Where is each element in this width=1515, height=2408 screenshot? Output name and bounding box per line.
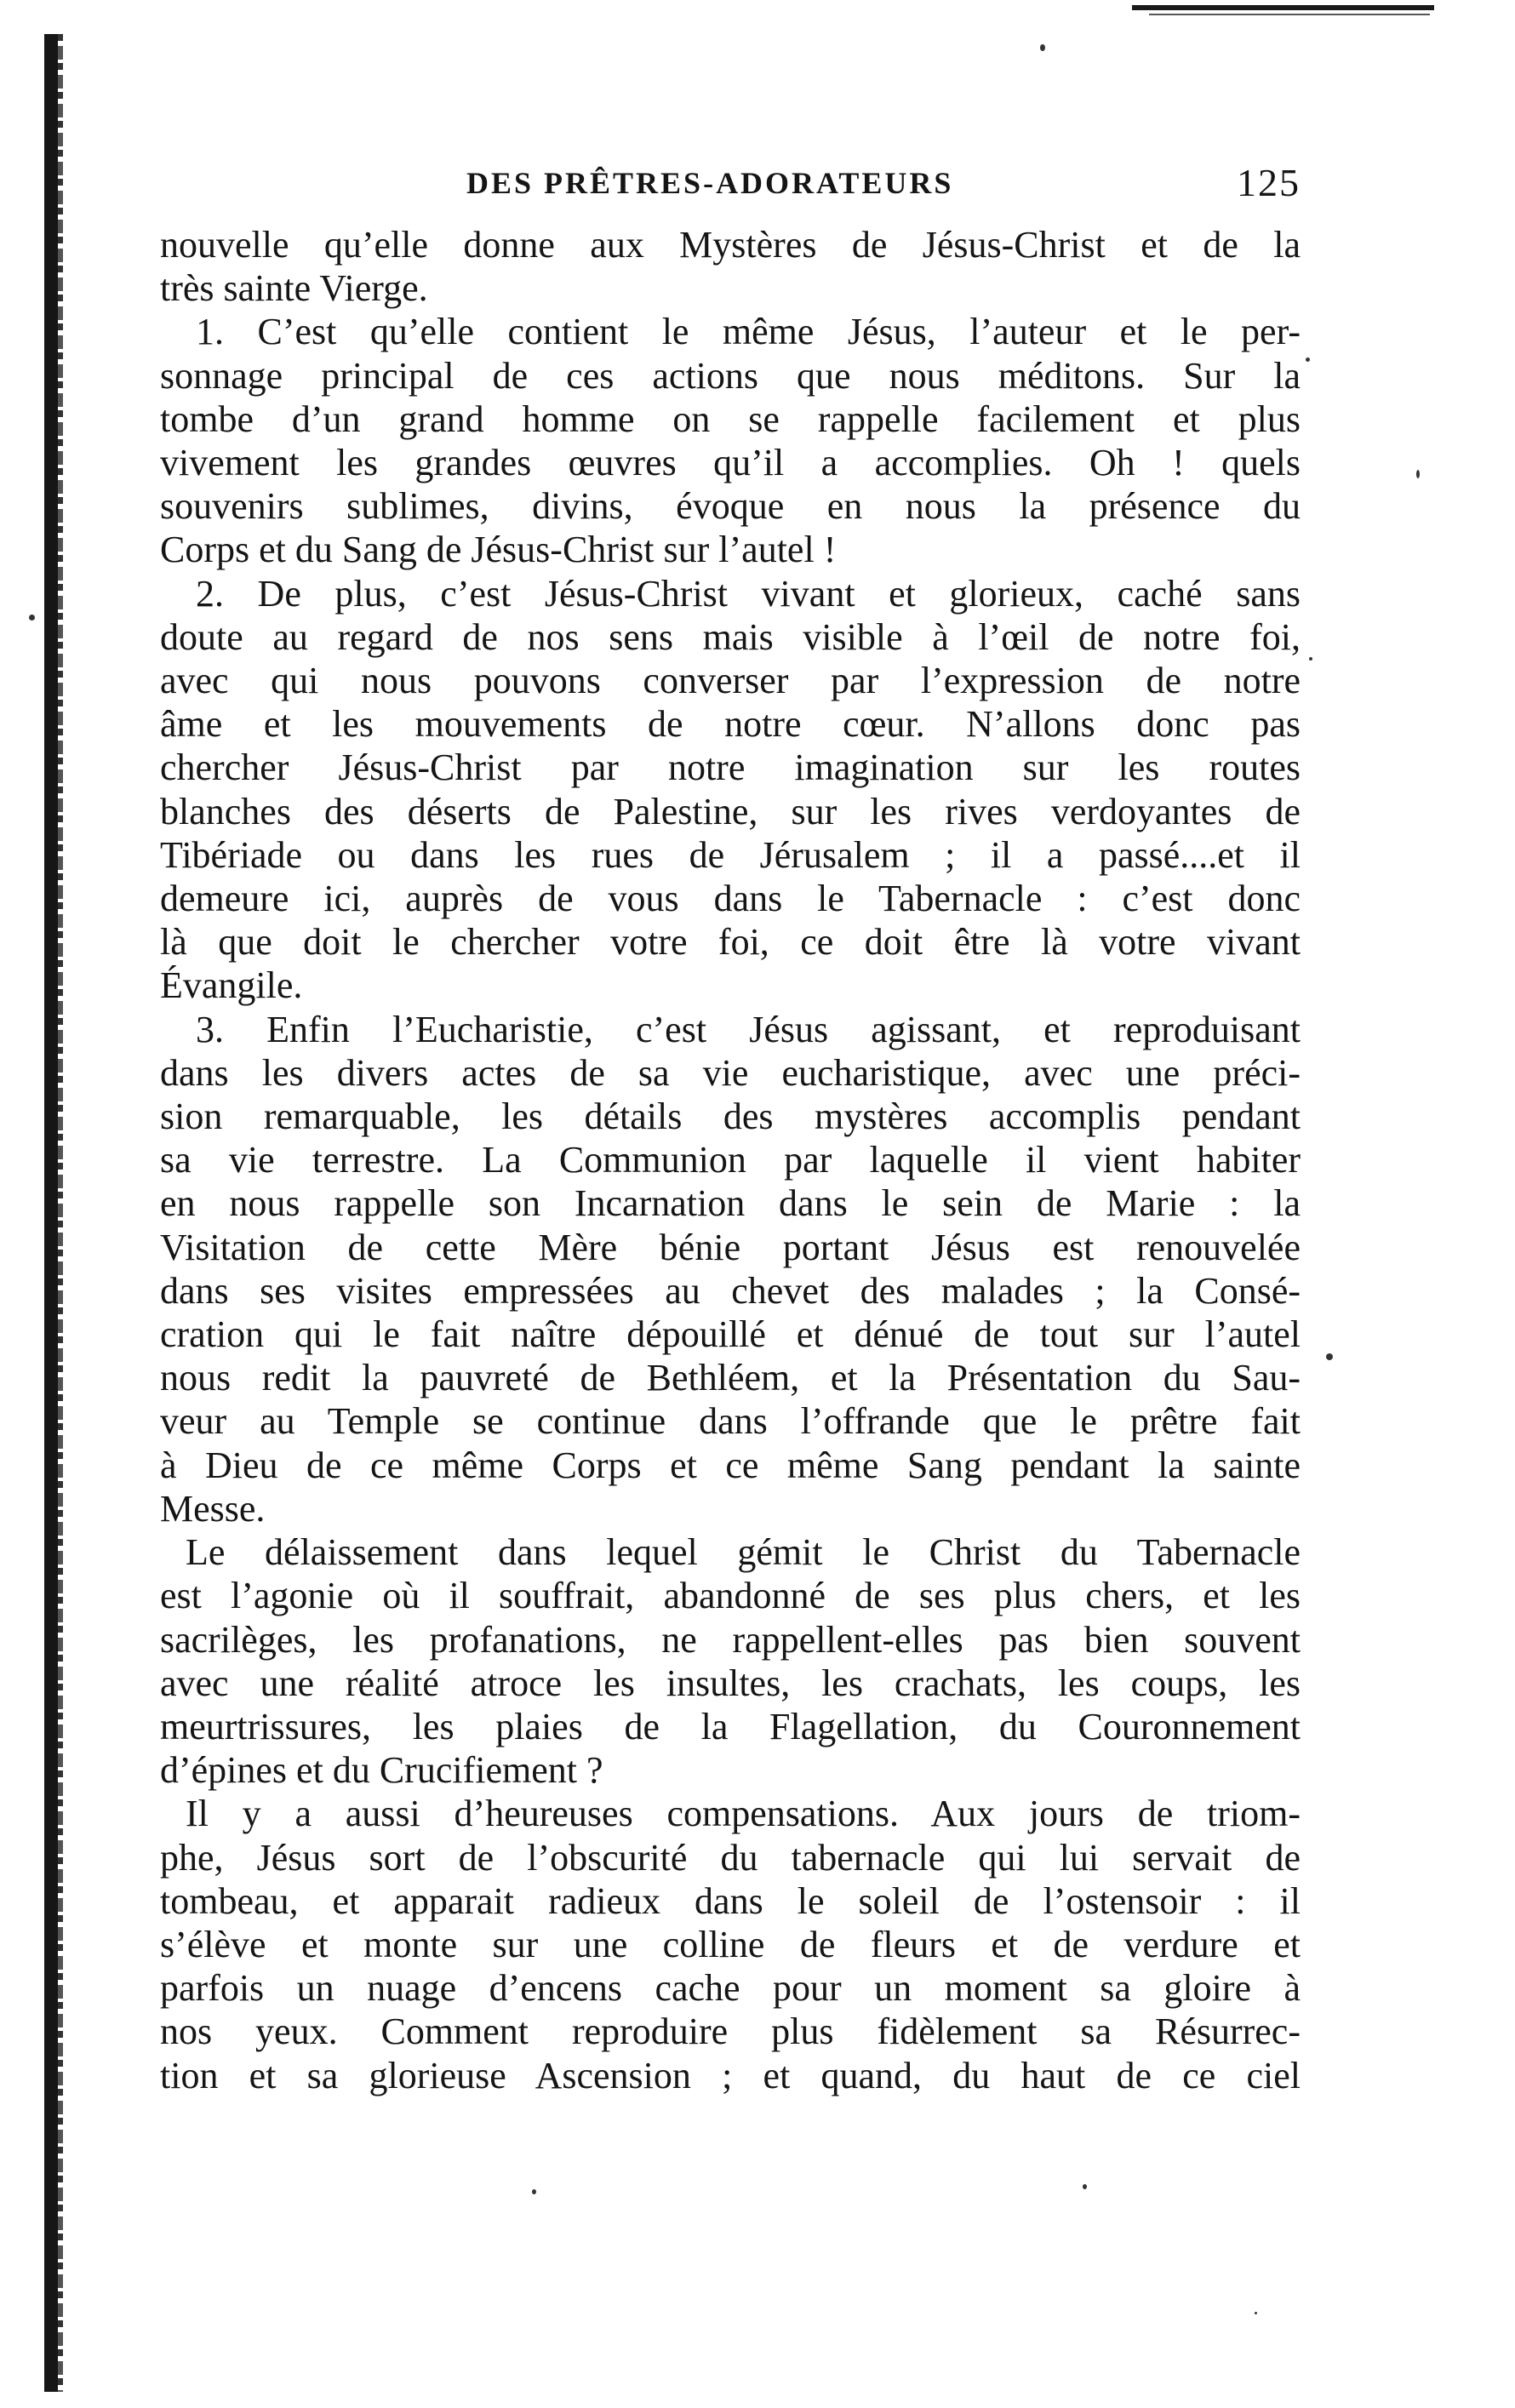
scan-speck: [1416, 470, 1420, 478]
text-line: doute au regard de nos sens mais visible à l’œil de notre foi,: [160, 615, 1301, 658]
scan-speck: [1309, 657, 1312, 661]
text-line: avec une réalité atroce les insultes, les crachats, les coups, les: [160, 1662, 1301, 1704]
text-line: 3. Enfin l’Eucharistie, c’est Jésus agissant, et reproduisant: [196, 1008, 1301, 1050]
text-line: Messe.: [160, 1487, 266, 1530]
text-line: âme et les mouvements de notre cœur. N’allons donc pas: [160, 703, 1301, 746]
text-line: nos yeux. Comment reproduire plus fidèlement sa Résurrec-: [160, 2010, 1301, 2053]
text-line: Le délaissement dans lequel gémit le Christ du Tabernacle: [186, 1531, 1301, 1574]
scan-speck: [29, 615, 35, 621]
text-line: 2. De plus, c’est Jésus-Christ vivant et glorieux, caché sans: [196, 572, 1301, 615]
text-line: dans les divers actes de sa vie eucharistique, avec une préci-: [160, 1051, 1301, 1094]
top-rule: [1132, 5, 1434, 10]
text-line: est l’agonie où il souffrait, abandonné de ses plus chers, et les: [160, 1575, 1301, 1617]
text-line: veur au Temple se continue dans l’offrande que le prêtre fait: [160, 1400, 1301, 1443]
page-binding-edge: [44, 34, 58, 2392]
text-line: en nous rappelle son Incarnation dans le sein de Marie : la: [160, 1182, 1301, 1225]
scan-speck: [1255, 2312, 1257, 2314]
scan-speck: [1326, 1353, 1333, 1360]
text-line: Il y a aussi d’heureuses compensations. Aux jours de triom-: [186, 1793, 1301, 1835]
text-line: Visitation de cette Mère bénie portant Jésus est renouvelée: [160, 1226, 1301, 1268]
text-line: nous redit la pauvreté de Bethléem, et la Présentation du Sau-: [160, 1357, 1301, 1399]
text-line: tion et sa glorieuse Ascension ; et quand, du haut de ce ciel: [160, 2054, 1301, 2096]
text-line: parfois un nuage d’encens cache pour un moment sa gloire à: [160, 1967, 1301, 2010]
text-line: blanches des déserts de Palestine, sur les rives verdoyantes de: [160, 790, 1301, 832]
text-line: nouvelle qu’elle donne aux Mystères de Jésus-Christ et de la: [160, 224, 1301, 266]
text-line: souvenirs sublimes, divins, évoque en nous la présence du: [160, 485, 1301, 528]
text-line: tombeau, et apparait radieux dans le soleil de l’ostensoir : il: [160, 1879, 1301, 1922]
text-line: meurtrissures, les plaies de la Flagellation, du Couronnement: [160, 1705, 1301, 1747]
text-line: dans ses visites empressées au chevet des malades ; la Consé-: [160, 1269, 1301, 1312]
text-line: là que doit le chercher votre foi, ce doit être là votre vivant: [160, 921, 1301, 964]
text-line: à Dieu de ce même Corps et ce même Sang pendant la sainte: [160, 1444, 1301, 1486]
scan-speck: [1040, 44, 1045, 51]
text-line: cration qui le fait naître dépouillé et dénué de tout sur l’autel: [160, 1313, 1301, 1356]
text-line: sonnage principal de ces actions que nous méditons. Sur la: [160, 354, 1301, 397]
text-line: demeure ici, auprès de vous dans le Tabernacle : c’est donc: [160, 878, 1301, 920]
text-line: sa vie terrestre. La Communion par laquelle il vient habiter: [160, 1139, 1301, 1181]
text-line: sion remarquable, les détails des mystères accomplis pendant: [160, 1095, 1301, 1138]
text-line: phe, Jésus sort de l’obscurité du tabernacle qui lui servait de: [160, 1836, 1301, 1879]
scan-speck: [1306, 357, 1310, 362]
text-line: tombe d’un grand homme on se rappelle facilement et plus: [160, 398, 1301, 440]
page-number: 125: [1237, 161, 1301, 204]
scan-speck: [532, 2189, 536, 2194]
text-line: sacrilèges, les profanations, ne rappellent-elles pas bien souvent: [160, 1618, 1301, 1661]
text-line: avec qui nous pouvons converser par l’expression de notre: [160, 660, 1301, 702]
page-header: [160, 160, 1301, 220]
text-line: 1. C’est qu’elle contient le même Jésus, l’auteur et le per-: [196, 311, 1301, 353]
text-line: très sainte Vierge.: [160, 267, 428, 310]
text-line: Tibériade ou dans les rues de Jérusalem ; il a passé....et il: [160, 833, 1301, 876]
text-line: d’épines et du Crucifiement ?: [160, 1749, 603, 1792]
text-line: s’élève et monte sur une colline de fleurs et de verdure et: [160, 1923, 1301, 1965]
text-line: chercher Jésus-Christ par notre imagination sur les routes: [160, 746, 1301, 789]
body-text: [160, 223, 1301, 2097]
text-line: Corps et du Sang de Jésus-Christ sur l’autel !: [160, 529, 837, 571]
text-line: Évangile.: [160, 964, 303, 1007]
text-line: vivement les grandes œuvres qu’il a accomplies. Oh ! quels: [160, 442, 1301, 484]
running-title: DES PRÊTRES-ADORATEURS: [466, 166, 954, 200]
scan-speck: [1083, 2184, 1087, 2189]
